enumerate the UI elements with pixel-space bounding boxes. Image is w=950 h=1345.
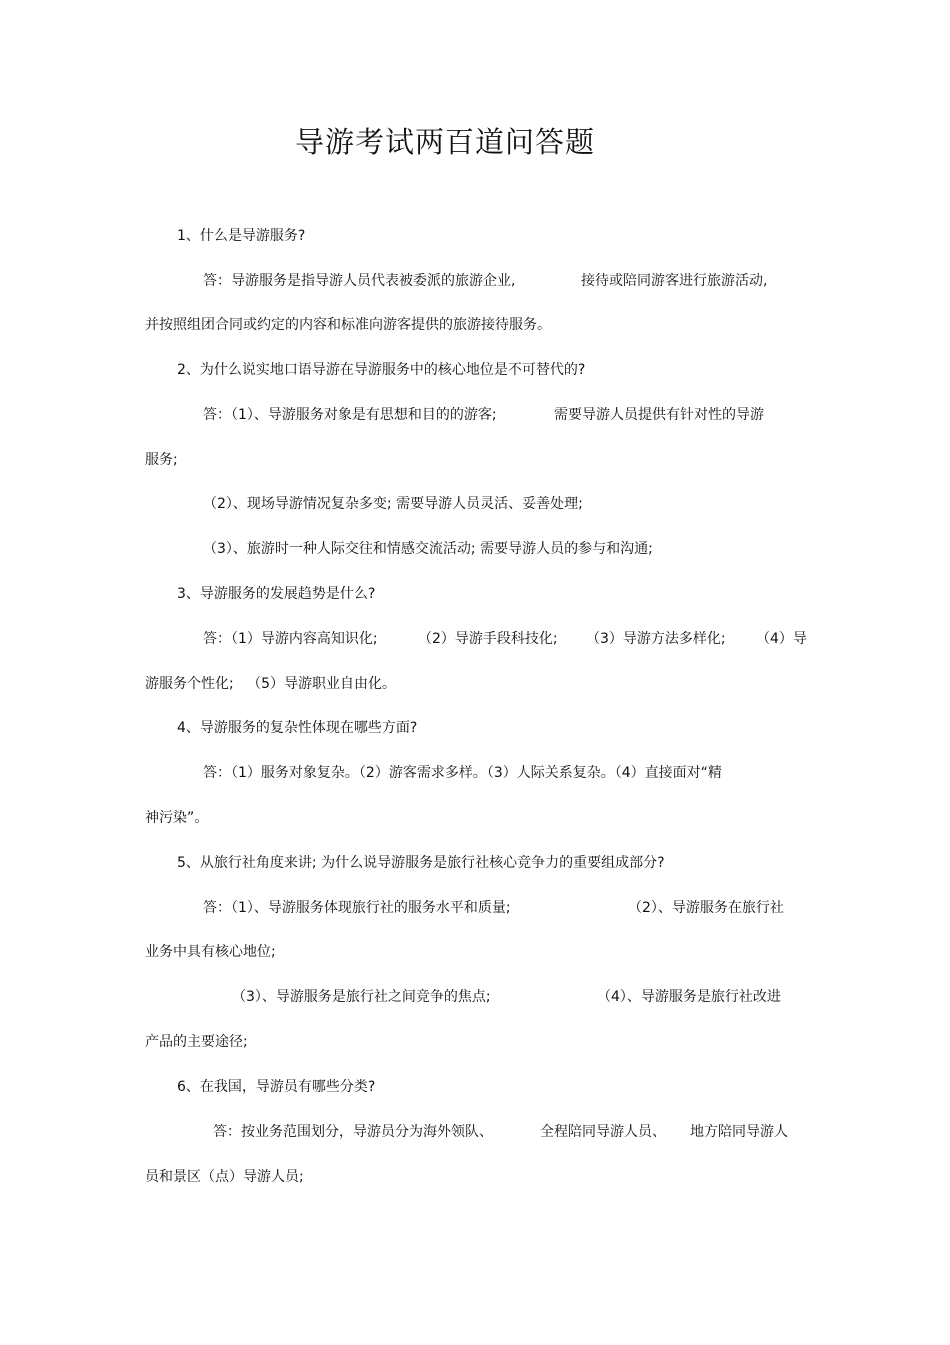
answer-5-item-1: 答：（1）、导游服务体现旅行社的服务水平和质量; bbox=[203, 900, 511, 916]
answer-3-item-2: （2）导游手段科技化; bbox=[418, 631, 558, 647]
answer-6-continued: 员和景区（点）导游人员; bbox=[145, 1169, 304, 1185]
question-5: 5、从旅行社角度来讲; 为什么说导游服务是旅行社核心竞争力的重要组成部分? bbox=[177, 855, 665, 871]
answer-3-item-3: （3）导游方法多样化; bbox=[586, 631, 726, 647]
answer-1-part1: 答：导游服务是指导游人员代表被委派的旅游企业, bbox=[203, 273, 516, 289]
question-4: 4、导游服务的复杂性体现在哪些方面? bbox=[177, 720, 418, 736]
answer-5-item-3: （3）、导游服务是旅行社之间竞争的焦点; bbox=[232, 989, 491, 1005]
answer-3-continued: 游服务个性化; （5）导游职业自由化。 bbox=[145, 676, 396, 692]
answer-1-continued: 并按照组团合同或约定的内容和标准向游客提供的旅游接待服务。 bbox=[145, 317, 551, 333]
answer-4-continued: 神污染”。 bbox=[145, 810, 209, 826]
answer-5-item-2: （2）、导游服务在旅行社 bbox=[628, 900, 784, 916]
answer-1-part2: 接待或陪同游客进行旅游活动, bbox=[581, 273, 768, 289]
question-6: 6、在我国，导游员有哪些分类? bbox=[177, 1079, 376, 1095]
answer-5-item-4: （4）、导游服务是旅行社改进 bbox=[597, 989, 781, 1005]
answer-5-item-4-continued: 产品的主要途径; bbox=[145, 1034, 248, 1050]
question-2: 2、为什么说实地口语导游在导游服务中的核心地位是不可替代的? bbox=[177, 362, 586, 378]
answer-2-item-2: （2）、现场导游情况复杂多变; 需要导游人员灵活、妥善处理; bbox=[203, 496, 583, 512]
answer-6-part2: 全程陪同导游人员、 bbox=[540, 1124, 666, 1140]
answer-6-part1: 答：按业务范围划分，导游员分为海外领队、 bbox=[213, 1124, 493, 1140]
document-title: 导游考试两百道问答题 bbox=[294, 125, 595, 159]
answer-2-part2: 需要导游人员提供有针对性的导游 bbox=[554, 407, 764, 423]
answer-2-part1: 答：（1）、导游服务对象是有思想和目的的游客; bbox=[203, 407, 497, 423]
answer-5-item-2-continued: 业务中具有核心地位; bbox=[145, 944, 276, 960]
question-1: 1、什么是导游服务? bbox=[177, 228, 306, 244]
answer-2-continued: 服务; bbox=[145, 452, 178, 468]
answer-2-item-3: （3）、旅游时一种人际交往和情感交流活动; 需要导游人员的参与和沟通; bbox=[203, 541, 653, 557]
answer-4: 答：（1）服务对象复杂。（2）游客需求多样。（3）人际关系复杂。（4）直接面对“精 bbox=[203, 765, 722, 781]
answer-3-item-1: 答：（1）导游内容高知识化; bbox=[203, 631, 378, 647]
answer-6-part3: 地方陪同导游人 bbox=[690, 1124, 788, 1140]
answer-3-item-4: （4）导 bbox=[756, 631, 807, 647]
question-3: 3、导游服务的发展趋势是什么? bbox=[177, 586, 376, 602]
